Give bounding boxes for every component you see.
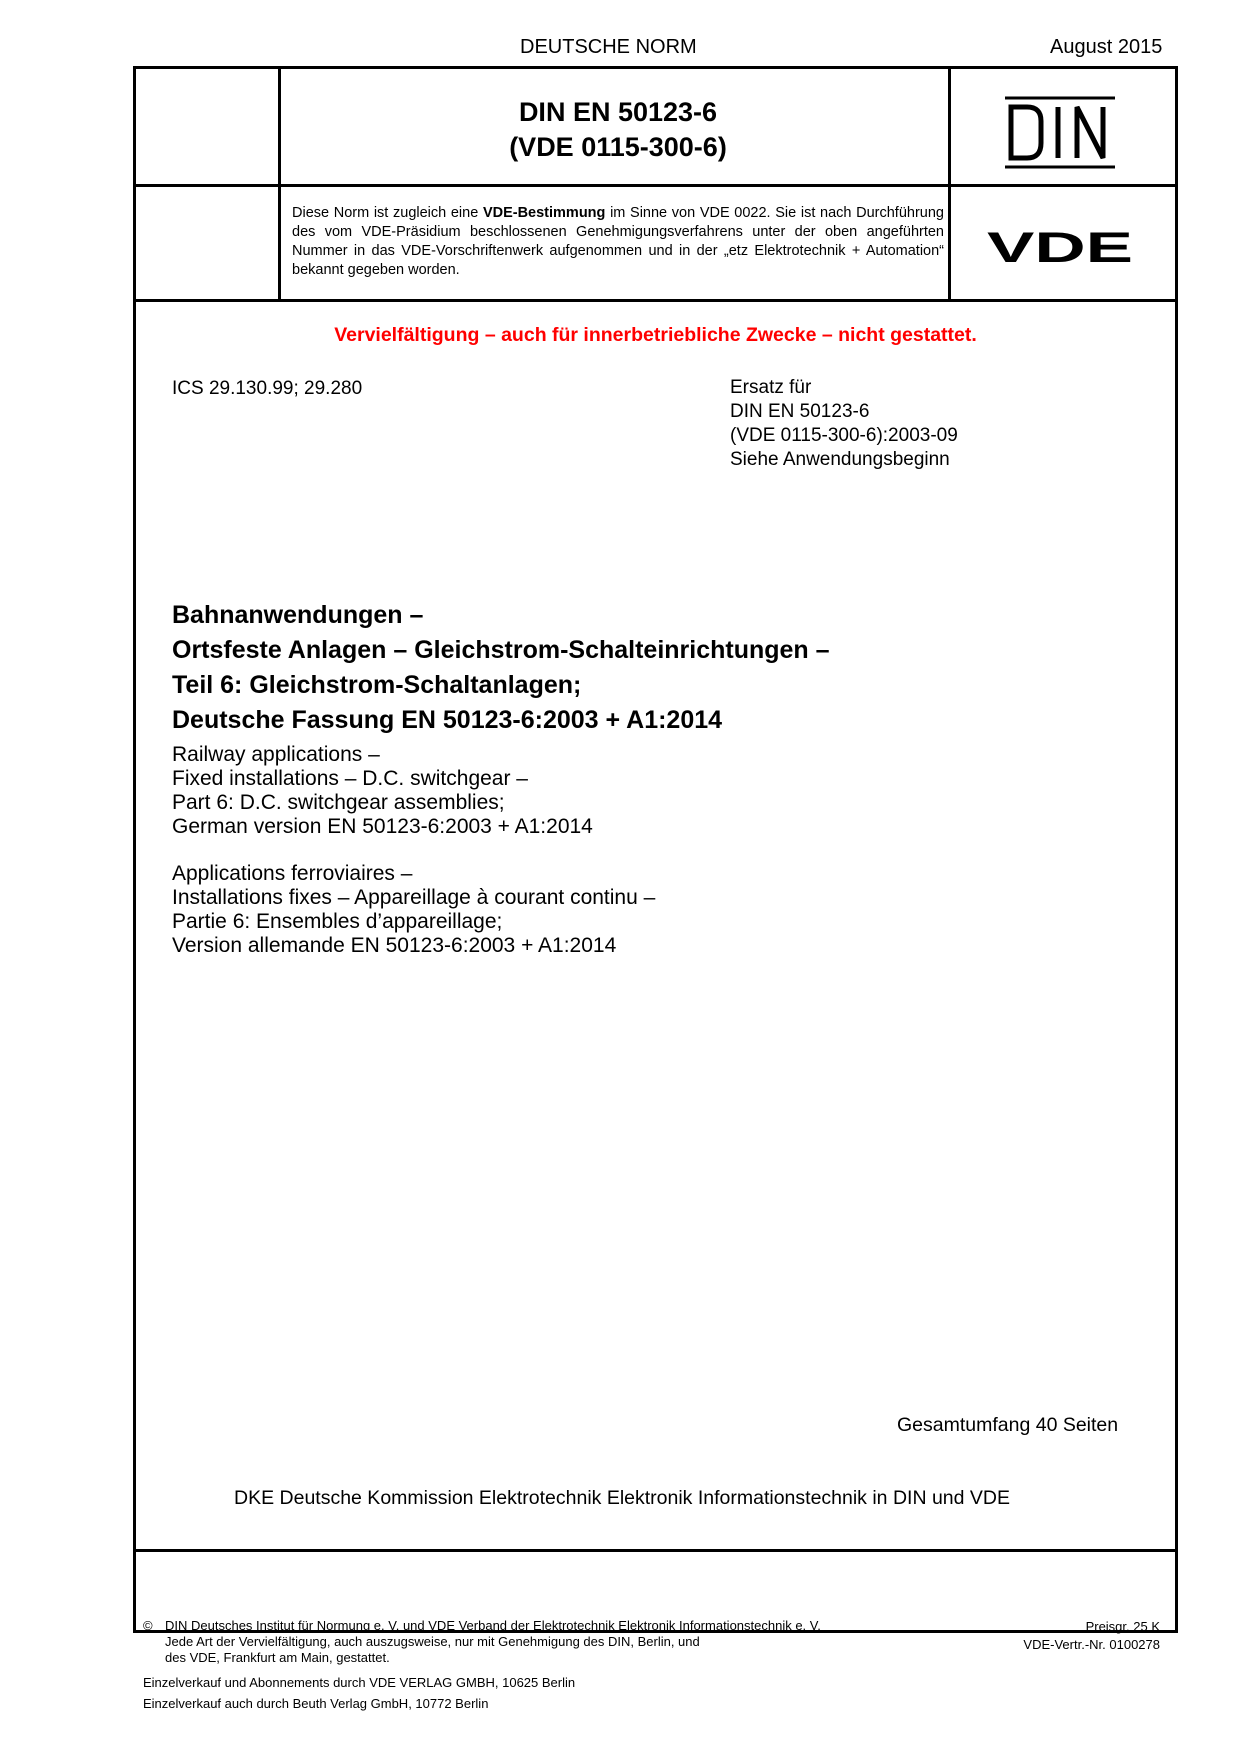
vde-note-intro: Diese Norm ist zugleich eine [292,205,483,221]
title-french-line: Installations fixes – Appareillage à courant continu – [172,886,656,909]
title-german [172,598,830,738]
title-french-line: Partie 6: Ensembles d’appareillage; [172,910,503,933]
ics-code: ICS 29.130.99; 29.280 [172,378,363,399]
norm-number: DIN EN 50123-6 [518,97,718,127]
vde-note-bold: VDE-Bestimmung [482,205,606,221]
frame-divider [133,299,1178,302]
price-info [978,1618,1160,1654]
frame-divider [133,184,1178,187]
title-english-line: Fixed installations – D.C. switchgear – [172,767,528,790]
frame-divider [133,1549,1178,1552]
vde-logo [985,228,1135,268]
replacement-info [730,376,958,472]
title-french [172,862,655,958]
sales-line: Einzelverkauf und Abonnements durch VDE VERLAG GMBH, 10625 Berlin [143,1675,576,1690]
title-english-line: German version EN 50123-6:2003 + A1:2014 [172,815,593,838]
vde-note-body: im Sinne von VDE 0022. Sie ist nach Durchführung des vom VDE-Präsidium beschlossenen Genehmigungsverfahrens unter der oben angeführten Nummer in das VDE-Vorschriftenwerk aufgenommen und in der „etz Elektrotechnik + Automation“ bekannt gegeben worden. [292,205,944,278]
frame-divider [278,66,281,302]
copyright-line: des VDE, Frankfurt am Main, gestattet. [165,1650,390,1665]
title-french-line: Applications ferroviaires – [172,862,413,885]
replacement-line: DIN EN 50123-6 [730,401,870,422]
sales-line: Einzelverkauf auch durch Beuth Verlag GmbH, 10772 Berlin [143,1696,489,1711]
replacement-line: Siehe Anwendungsbeginn [730,449,950,470]
copyright-line: DIN Deutsches Institut für Normung e. V. und VDE Verband der Elektrotechnik Elektronik Informationstechnik e. V. [165,1618,821,1633]
total-pages: Gesamtumfang 40 Seiten [897,1414,1119,1436]
title-english [172,743,593,839]
title-french-line: Version allemande EN 50123-6:2003 + A1:2014 [172,934,617,957]
copyright-notice [165,1618,905,1666]
vde-logo-text: VDE [987,228,1133,268]
title-german-line: Bahnanwendungen – [172,601,424,629]
title-german-line: Deutsche Fassung EN 50123-6:2003 + A1:2014 [172,706,723,734]
copyright-line: Jede Art der Vervielfältigung, auch auszugsweise, nur mit Genehmigung des DIN, Berlin, und [165,1634,700,1649]
dke-committee: DKE Deutsche Kommission Elektrotechnik Elektronik Informationstechnik in DIN und VDE [234,1487,1010,1509]
replacement-line: (VDE 0115-300-6):2003-09 [730,425,958,446]
title-german-line: Ortsfeste Anlagen – Gleichstrom-Schalteinrichtungen – [172,636,830,664]
publication-date: August 2015 [1050,36,1163,58]
din-logo [1005,95,1115,170]
vde-number: (VDE 0115-300-6) [509,132,727,162]
reproduction-warning: Vervielfältigung – auch für innerbetriebliche Zwecke – nicht gestattet. [334,324,977,346]
replacement-line: Ersatz für [730,377,812,398]
doc-type-label: DEUTSCHE NORM [520,36,697,58]
norm-number-block [283,95,953,165]
vde-distribution-number: VDE-Vertr.-Nr. 0100278 [1023,1637,1160,1652]
title-english-line: Railway applications – [172,743,380,766]
copyright-icon: © [143,1618,153,1633]
title-english-line: Part 6: D.C. switchgear assemblies; [172,791,505,814]
title-german-line: Teil 6: Gleichstrom-Schaltanlagen; [172,671,582,699]
sales-info [143,1672,575,1714]
price-group: Preisgr. 25 K [1085,1619,1160,1634]
vde-determination-note [292,204,944,280]
